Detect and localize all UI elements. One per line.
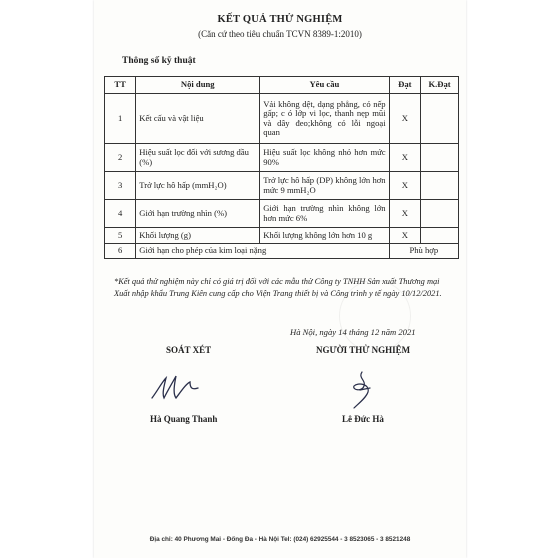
cell-fail xyxy=(421,172,459,200)
cell-pass: X xyxy=(389,144,421,172)
document-title: KẾT QUẢ THỬ NGHIỆM xyxy=(217,14,343,25)
cell-requirement: Khối lượng không lớn hơn 10 g xyxy=(260,228,389,244)
cell-tt: 2 xyxy=(105,144,136,172)
reviewer-name: Hà Quang Thanh xyxy=(150,414,218,424)
cell-tt: 1 xyxy=(105,94,136,144)
results-table xyxy=(104,76,459,259)
cell-pass: X xyxy=(389,228,421,244)
tester-role: NGƯỜI THỬ NGHIỆM xyxy=(316,345,411,355)
table-row xyxy=(105,200,459,228)
tester-signature xyxy=(340,368,390,412)
cell-fail xyxy=(421,144,459,172)
section-title: Thông số kỹ thuật xyxy=(122,56,196,66)
cell-requirement: Vải không dệt, dạng phẳng, có nếp gấp; c ó lớp vi lọc, thanh nẹp mũi và dây đeo;không có lỗi ngoại quan xyxy=(260,94,389,144)
header-pass: Đạt xyxy=(389,77,421,94)
disclaimer-note: *Kết quả thử nghiệm này chỉ có giá trị đối với các mẫu thử Công ty TNHH Sản xuất Thương mại Xuất nhập khẩu Trung Kiên cung cấp cho Viện Trang thiết bị và Công trình y tế ngày 10/12/2021. xyxy=(114,277,442,299)
cell-content: Hiệu suất lọc đối với sương dầu (%) xyxy=(136,144,260,172)
table-row xyxy=(105,172,459,200)
date-line: Hà Nội, ngày 14 tháng 12 năm 2021 xyxy=(290,327,416,337)
cell-tt: 6 xyxy=(105,244,136,259)
header-requirement: Yêu cầu xyxy=(260,77,389,94)
cell-tt: 4 xyxy=(105,200,136,228)
document-page xyxy=(94,0,466,558)
cell-tt: 5 xyxy=(105,228,136,244)
header-fail: K.Đạt xyxy=(421,77,459,94)
cell-requirement: Hiệu suất lọc không nhỏ hơn mức 90% xyxy=(260,144,389,172)
footer-address: Địa chỉ: 40 Phương Mai - Đống Đa - Hà Nội Tel: (024) 62925544 - 3 8523065 - 3 8521248 xyxy=(149,536,411,543)
cell-fail xyxy=(421,228,459,244)
cell-requirement: Trở lực hô hấp (DP) không lớn hơn mức 9 mmH₂O xyxy=(260,172,389,200)
cell-pass: X xyxy=(389,94,421,144)
tester-name: Lê Đức Hà xyxy=(342,414,384,424)
cell-content: Khối lượng (g) xyxy=(136,228,260,244)
table-row xyxy=(105,244,459,259)
header-tt: TT xyxy=(105,77,136,94)
reviewer-signature xyxy=(146,368,216,408)
cell-requirement: Giới hạn trường nhìn không lớn hơn mức 6% xyxy=(260,200,389,228)
table-row xyxy=(105,94,459,144)
reviewer-role: SOÁT XÉT xyxy=(166,345,212,355)
table-row xyxy=(105,144,459,172)
cell-content: Kết cấu và vật liệu xyxy=(136,94,260,144)
cell-pass: X xyxy=(389,172,421,200)
cell-content: Trở lực hô hấp (mmH₂O) xyxy=(136,172,260,200)
header-content: Nội dung xyxy=(136,77,260,94)
cell-pass: X xyxy=(389,200,421,228)
table-header-row xyxy=(105,77,459,94)
cell-fail xyxy=(421,200,459,228)
table-row xyxy=(105,228,459,244)
document-subtitle: (Căn cứ theo tiêu chuẩn TCVN 8389-1:2010) xyxy=(198,29,362,39)
cell-content: Giới hạn cho phép của kim loại nặng xyxy=(136,244,389,259)
cell-content: Giới hạn trường nhìn (%) xyxy=(136,200,260,228)
cell-tt: 3 xyxy=(105,172,136,200)
cell-merged-result: Phù hợp xyxy=(389,244,458,259)
cell-fail xyxy=(421,94,459,144)
